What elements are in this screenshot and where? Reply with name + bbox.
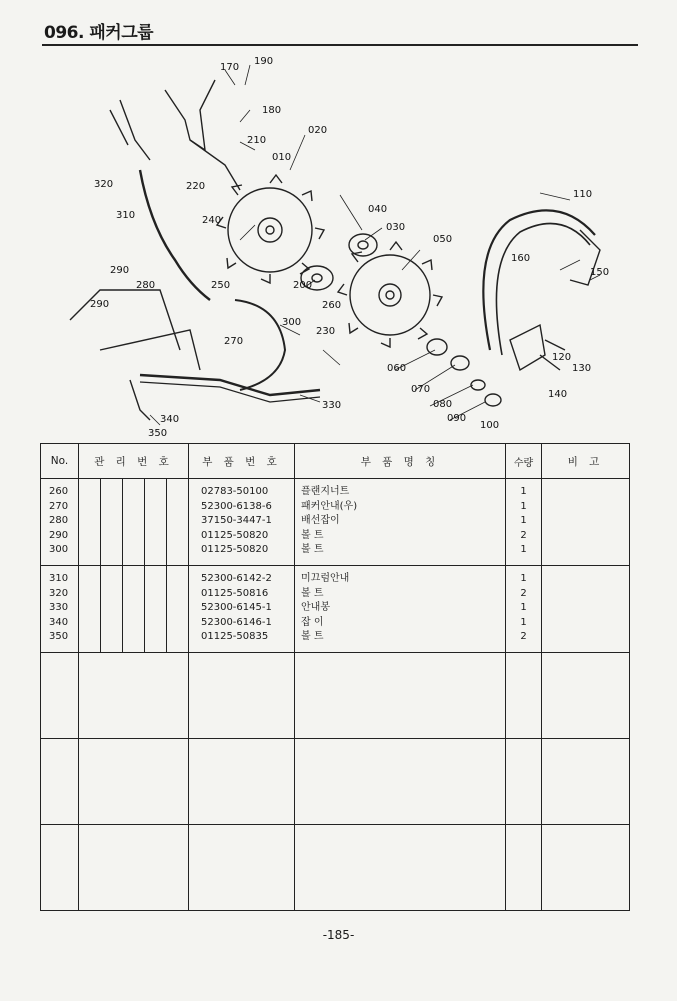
part-no: 330 <box>49 602 69 613</box>
table-header-row <box>41 444 630 479</box>
callout: 090 <box>447 413 467 424</box>
part-no: 290 <box>49 529 69 541</box>
part-name: 안내봉 <box>301 602 330 613</box>
part-no: 320 <box>49 587 69 599</box>
part-number: 01125-50816 <box>201 587 269 599</box>
header-part-number: 부 품 번 호 <box>189 444 295 479</box>
exploded-parts-diagram <box>40 50 640 440</box>
callout: 180 <box>262 105 282 116</box>
sprocket-right-outline <box>350 255 430 335</box>
callout: 240 <box>202 215 222 226</box>
part-name: 배선잡이 <box>301 515 340 526</box>
callout: 280 <box>136 280 156 291</box>
part-number: 01125-50835 <box>201 631 269 642</box>
callout: 100 <box>480 420 500 431</box>
part-number: 02783-50100 <box>201 486 269 497</box>
callout: 230 <box>316 326 336 337</box>
part-quantity: 1 <box>520 515 527 526</box>
cell-part-number <box>189 479 295 566</box>
callout: 160 <box>511 253 531 264</box>
part-quantity: 2 <box>520 631 527 642</box>
part-no: 260 <box>49 486 69 497</box>
part-quantity: 2 <box>520 529 527 541</box>
sprocket-left-outline <box>228 188 312 272</box>
page-title: 096. 패커그룹 <box>44 23 154 43</box>
callout: 320 <box>94 179 114 190</box>
title-rule <box>42 44 638 46</box>
callout: 340 <box>160 414 180 425</box>
callout: 330 <box>322 400 342 411</box>
part-no: 350 <box>49 631 69 642</box>
table-row-group <box>41 479 630 566</box>
callout: 260 <box>322 300 342 311</box>
part-name: 플랜지너트 <box>301 486 350 497</box>
part-number: 52300-6142-2 <box>201 573 272 584</box>
callout: 030 <box>386 222 406 233</box>
callout: 070 <box>411 384 431 395</box>
callout: 060 <box>387 363 407 374</box>
callout: 350 <box>148 428 168 439</box>
part-quantity: 1 <box>520 486 527 497</box>
cell-management-number <box>79 479 189 566</box>
callout: 270 <box>224 336 244 347</box>
cell-no <box>41 566 79 653</box>
part-number: 37150-3447-1 <box>201 515 272 526</box>
bracket-upper <box>165 80 215 150</box>
callout: 110 <box>573 189 593 200</box>
part-number: 52300-6146-1 <box>201 616 272 628</box>
part-no: 270 <box>49 500 69 512</box>
part-quantity: 1 <box>520 602 527 613</box>
header-quantity: 수량 <box>506 444 542 479</box>
part-name: 볼 트 <box>301 587 324 599</box>
callout: 150 <box>590 267 610 278</box>
guide-rod-shape <box>140 375 320 395</box>
callout: 010 <box>272 152 292 163</box>
callout: 290 <box>90 299 110 310</box>
cell-quantity <box>506 566 542 653</box>
part-number: 01125-50820 <box>201 529 269 541</box>
header-no: No. <box>41 444 79 479</box>
callout: 130 <box>572 363 592 374</box>
callout: 120 <box>552 352 572 363</box>
callout: 310 <box>116 210 136 221</box>
part-quantity: 2 <box>520 587 527 599</box>
diagram-svg <box>40 50 640 440</box>
bracket-left <box>110 100 150 160</box>
table-row-empty <box>41 653 630 739</box>
part-name: 미끄럼안내 <box>301 573 350 584</box>
part-no: 280 <box>49 515 69 526</box>
callout: 190 <box>254 56 274 67</box>
callout: 210 <box>247 135 267 146</box>
part-name: 볼 트 <box>301 544 324 555</box>
callout: 140 <box>548 389 568 400</box>
part-number: 52300-6138-6 <box>201 500 272 512</box>
cell-no <box>41 479 79 566</box>
callout: 300 <box>282 317 302 328</box>
parts-table <box>40 443 630 911</box>
table-row-empty <box>41 825 630 911</box>
part-quantity: 1 <box>520 500 527 512</box>
cell-management-number <box>79 566 189 653</box>
callout: 040 <box>368 204 388 215</box>
callout: 050 <box>433 234 453 245</box>
part-name: 잡 이 <box>301 616 324 628</box>
callout: 220 <box>186 181 206 192</box>
callout: 250 <box>211 280 231 291</box>
header-remarks: 비 고 <box>542 444 630 479</box>
table-row-group <box>41 566 630 653</box>
header-part-name: 부 품 명 칭 <box>295 444 506 479</box>
part-no: 340 <box>49 616 69 628</box>
page-number: -185- <box>322 928 355 942</box>
cell-part-name <box>295 479 506 566</box>
cell-remarks <box>542 566 630 653</box>
cell-part-name <box>295 566 506 653</box>
header-management-number: 관 리 번 호 <box>79 444 189 479</box>
part-name: 볼 트 <box>301 529 324 541</box>
cell-part-number <box>189 566 295 653</box>
part-quantity: 1 <box>520 616 527 628</box>
callout: 200 <box>293 280 313 291</box>
callout: 170 <box>220 62 240 73</box>
part-number: 52300-6145-1 <box>201 602 272 613</box>
part-quantity: 1 <box>520 544 527 555</box>
part-name: 볼 트 <box>301 631 324 642</box>
part-number: 01125-50820 <box>201 544 269 555</box>
part-quantity: 1 <box>520 573 527 584</box>
part-no: 310 <box>49 573 69 584</box>
packer-guide-hoop <box>483 210 595 350</box>
callout: 020 <box>308 125 328 136</box>
cell-quantity <box>506 479 542 566</box>
part-no: 300 <box>49 544 69 555</box>
table-row-empty <box>41 739 630 825</box>
part-name: 패커안내(우) <box>301 500 358 512</box>
callout: 290 <box>110 265 130 276</box>
callout: 080 <box>433 399 453 410</box>
cell-remarks <box>542 479 630 566</box>
